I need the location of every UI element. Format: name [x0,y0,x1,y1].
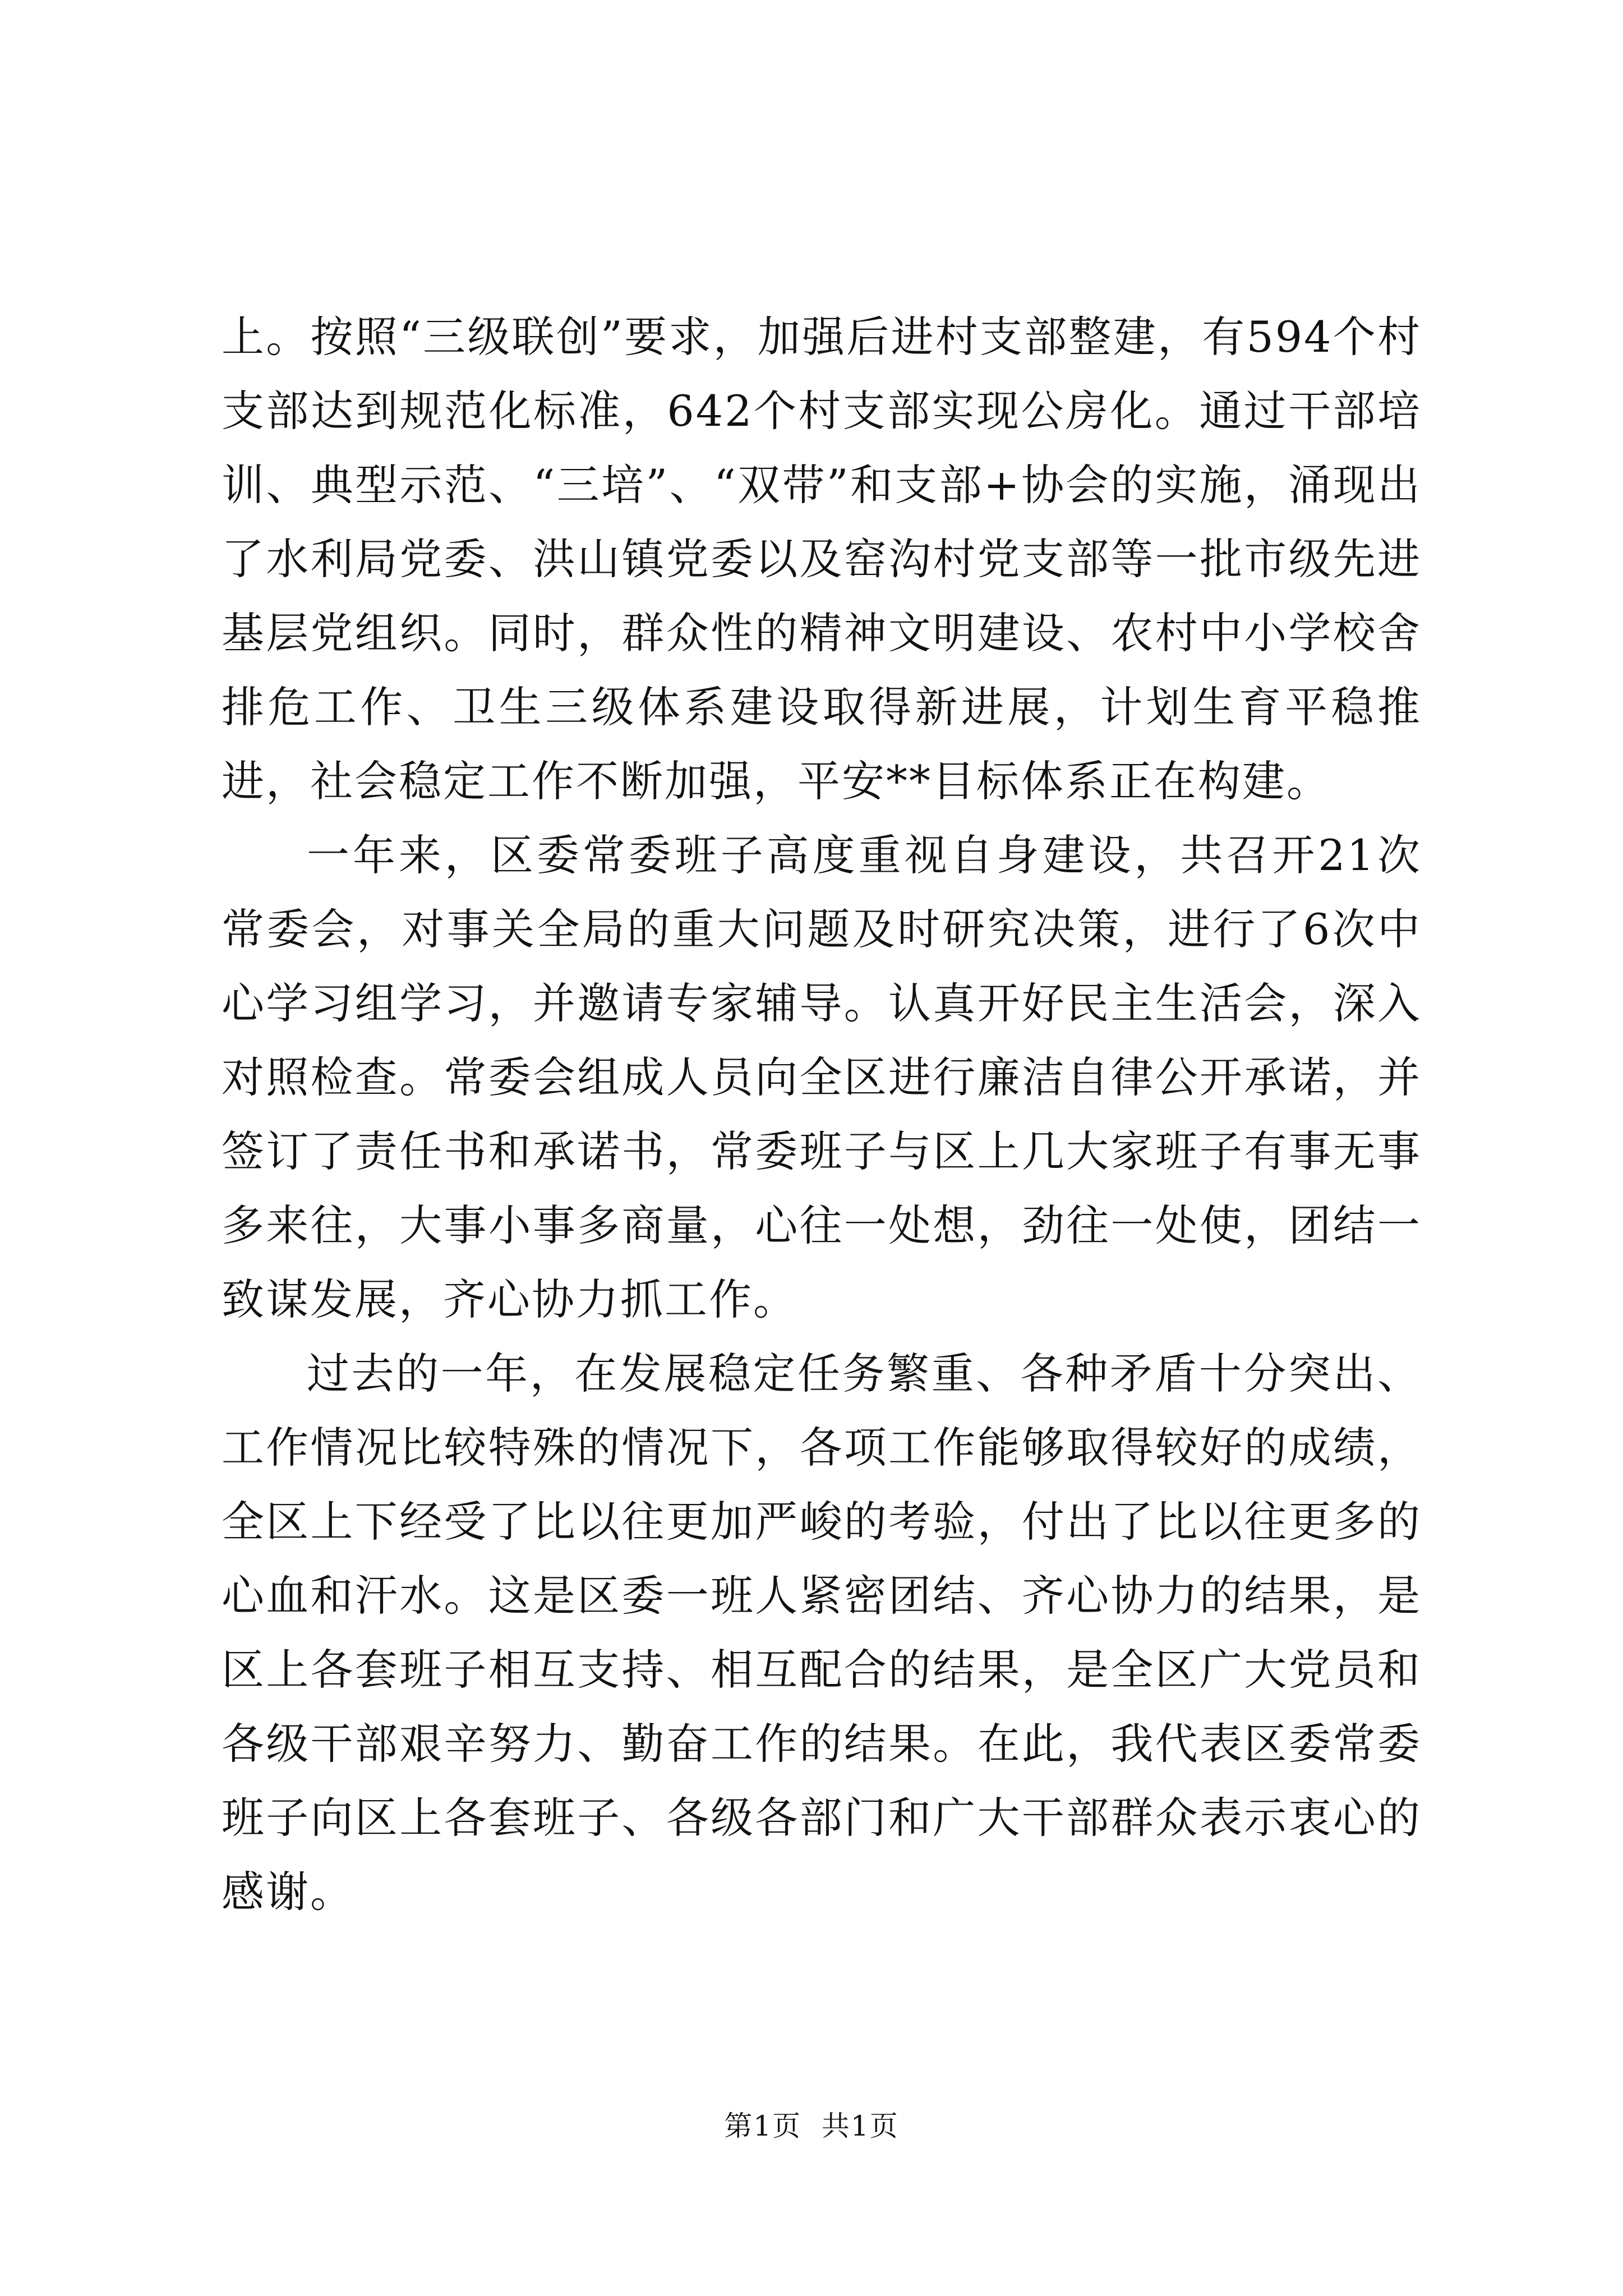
paragraph-standing-committee: 一年来，区委常委班子高度重视自身建设，共召开21次常委会，对事关全局的重大问题及时研究决策，进行了6次中心学习组学习，并邀请专家辅导。认真开好民主生活会，深入对照检查。常委会组成人员向全区进行廉洁自律公开承诺，并签订了责任书和承诺书，常委班子与区上几大家班子有事无事多来往，大事小事多商量，心往一处想，劲往一处使，团结一致谋发展，齐心协力抓工作。 [222,830,1422,1324]
page-footer [0,2106,1623,2146]
paragraph-continuation: 上。按照“三级联创”要求，加强后进村支部整建，有594个村支部达到规范化标准，642个村支部实现公房化。通过干部培训、典型示范、“三培”、“双带”和支部+协会的实施，涌现出了水利局党委、洪山镇党委以及窑沟村党支部等一批市级先进基层党组织。同时，群众性的精神文明建设、农村中小学校舍排危工作、卫生三级体系建设取得新进展，计划生育平稳推进，社会稳定工作不断加强，平安**目标体系正在构建。 [222,312,1422,806]
document-body [222,300,1422,1929]
page-number: 第1页 共1页 [724,2110,899,2142]
paragraph-thanks: 过去的一年，在发展稳定任务繁重、各种矛盾十分突出、工作情况比较特殊的情况下，各项工作能够取得较好的成绩，全区上下经受了比以往更加严峻的考验，付出了比以往更多的心血和汗水。这是区委一班人紧密团结、齐心协力的结果，是区上各套班子相互支持、相互配合的结果，是全区广大党员和各级干部艰辛努力、勤奋工作的结果。在此，我代表区委常委班子向区上各套班子、各级各部门和广大干部群众表示衷心的感谢。 [222,1349,1422,1917]
